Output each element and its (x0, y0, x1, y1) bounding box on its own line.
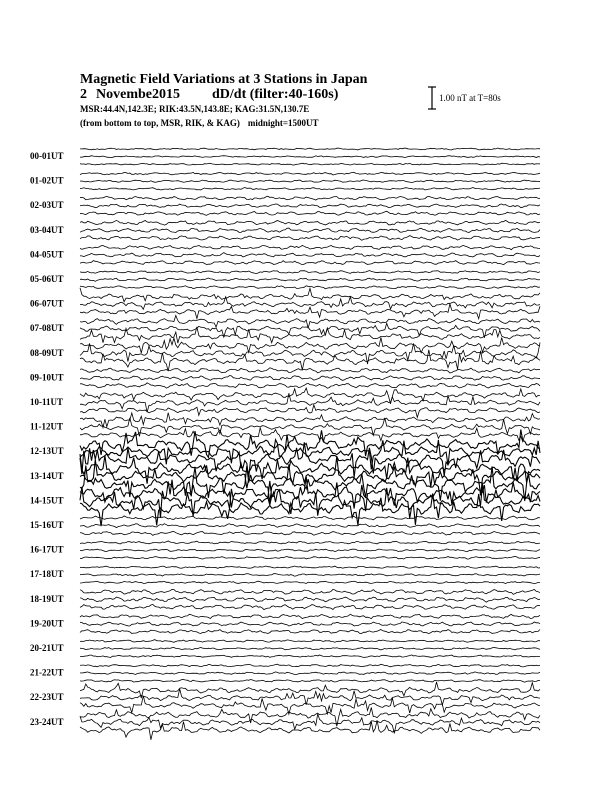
order-label: (from bottom to top, MSR, RIK, & KAG) (80, 118, 240, 128)
trace-msr (80, 163, 540, 165)
trace-kag (80, 196, 540, 200)
trace-kag (80, 682, 540, 698)
trace-rik (80, 524, 540, 528)
trace-kag (80, 220, 540, 225)
trace-rik (80, 228, 540, 232)
hour-label: 21-22UT (30, 667, 64, 678)
hour-label: 16-17UT (30, 544, 64, 555)
trace-kag (80, 388, 540, 404)
trace-rik (80, 549, 540, 552)
hour-label: 17-18UT (30, 569, 64, 580)
trace-msr (80, 630, 540, 634)
trace-rik (80, 456, 540, 495)
trace-msr (80, 428, 540, 442)
trace-msr (80, 261, 540, 265)
trace-rik (80, 622, 540, 626)
trace-rik (80, 180, 540, 183)
trace-kag (80, 516, 540, 520)
trace-kag (80, 614, 540, 618)
trace-msr (80, 655, 540, 658)
trace-msr (80, 236, 540, 241)
trace-msr (80, 720, 540, 739)
midnight-label: midnight=1500UT (247, 118, 319, 128)
trace-kag (80, 172, 540, 175)
hour-label: 01-02UT (30, 175, 64, 186)
trace-kag (80, 708, 540, 727)
trace-rik (80, 574, 540, 577)
trace-rik (80, 376, 540, 381)
hour-label: 20-21UT (30, 643, 64, 653)
trace-rik (80, 278, 540, 281)
chart-title: Magnetic Field Variations at 3 Stations in Japan (80, 72, 368, 87)
hour-label: 10-11UT (30, 397, 64, 407)
trace-kag (80, 271, 540, 274)
hour-label: 14-15UT (30, 495, 64, 506)
trace-kag (80, 589, 540, 594)
trace-rik (80, 393, 540, 412)
trace-kag (80, 664, 540, 667)
trace-rik (80, 647, 540, 650)
trace-msr (80, 581, 540, 583)
trace-rik (80, 342, 540, 364)
hour-label: 02-03UT (30, 200, 64, 211)
trace-kag (80, 288, 540, 302)
trace-rik (80, 672, 540, 675)
trace-msr (80, 304, 540, 319)
hour-label: 08-09UT (30, 347, 64, 358)
hour-label: 13-14UT (30, 470, 64, 481)
trace-rik (80, 253, 540, 257)
trace-kag (80, 337, 540, 353)
hour-label: 00-01UT (30, 151, 64, 161)
trace-rik (80, 418, 540, 437)
trace-kag (80, 454, 540, 484)
hour-label: 11-12UT (30, 421, 64, 432)
trace-kag (80, 245, 540, 249)
trace-rik (80, 597, 540, 602)
trace-kag (80, 148, 540, 150)
trace-msr (80, 383, 540, 388)
hour-label: 06-07UT (30, 298, 64, 309)
trace-kag (80, 640, 540, 643)
trace-kag (80, 566, 540, 568)
trace-kag (80, 368, 540, 373)
hour-label: 23-24UT (30, 716, 64, 727)
hour-label: 15-16UT (30, 520, 64, 530)
hour-label: 18-19UT (30, 593, 64, 604)
trace-kag (80, 413, 540, 428)
trace-kag (80, 541, 540, 544)
month-year-label: Novembe2015 (96, 87, 180, 102)
trace-rik (80, 156, 540, 158)
trace-msr (80, 680, 540, 683)
trace-msr (80, 211, 540, 215)
trace-rik (80, 435, 540, 470)
trace-msr (80, 556, 540, 559)
hour-label: 04-05UT (30, 249, 64, 260)
hour-label: 05-06UT (30, 274, 64, 284)
trace-msr (80, 532, 540, 536)
trace-rik (80, 323, 540, 337)
trace-kag (80, 477, 540, 512)
day-label: 2 (80, 87, 87, 102)
trace-rik (80, 204, 540, 208)
trace-msr (80, 604, 540, 609)
hour-label: 07-08UT (30, 323, 64, 334)
trace-kag (80, 316, 540, 329)
hour-label: 09-10UT (30, 372, 64, 383)
hour-label: 12-13UT (30, 446, 64, 457)
scale-label: 1.00 nT at T=80s (439, 93, 501, 103)
stations-label: MSR:44.4N,142.3E; RIK:43.5N,143.8E; KAG:31.5N,130.7E (80, 104, 310, 114)
trace-msr (80, 188, 540, 191)
quantity-label: dD/dt (filter:40-160s) (212, 87, 339, 102)
hour-label: 22-23UT (30, 692, 64, 703)
hour-label: 03-04UT (30, 224, 64, 235)
hour-label: 19-20UT (30, 618, 64, 629)
